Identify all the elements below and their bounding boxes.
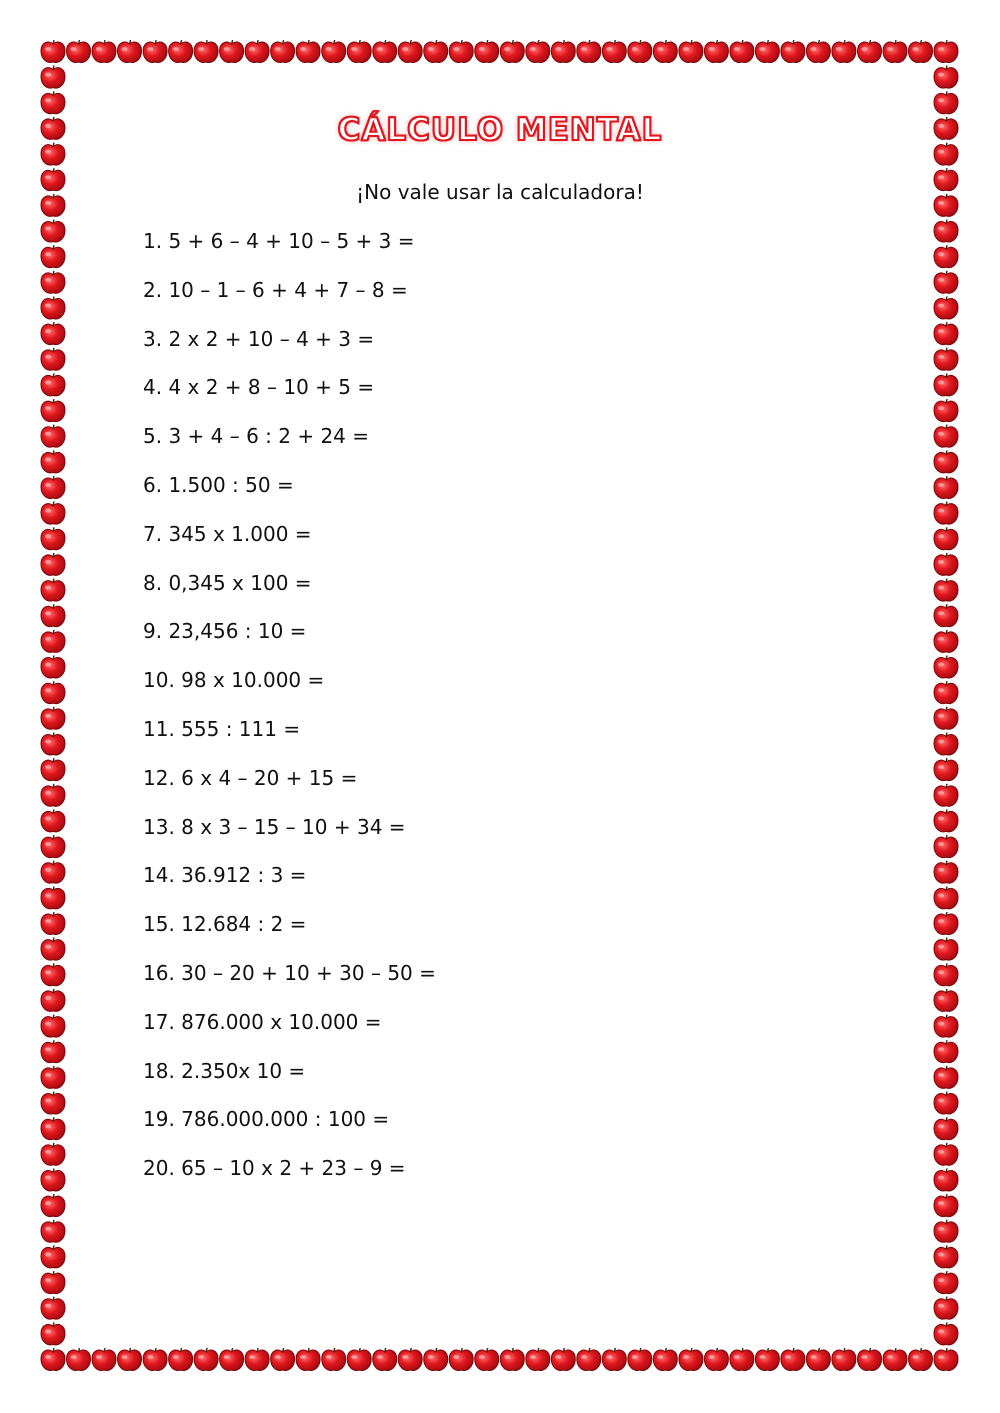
exercise-item: 13. 8 x 3 – 15 – 10 + 34 = xyxy=(143,814,406,839)
apple-icon xyxy=(934,476,958,498)
apple-icon xyxy=(169,40,193,62)
apple-icon xyxy=(41,681,65,703)
apple-icon xyxy=(41,1066,65,1088)
apple-icon xyxy=(118,1348,142,1370)
apple-icon xyxy=(755,1348,779,1370)
apple-icon xyxy=(67,1348,91,1370)
apple-icon xyxy=(934,707,958,729)
exercise-item: 20. 65 – 10 x 2 + 23 – 9 = xyxy=(143,1156,406,1181)
apple-icon xyxy=(169,1348,193,1370)
apple-icon xyxy=(41,1194,65,1216)
apple-icon xyxy=(602,1348,626,1370)
exercise-item: 2. 10 – 1 – 6 + 4 + 7 – 8 = xyxy=(143,277,408,302)
apple-icon xyxy=(347,40,371,62)
apple-icon xyxy=(41,322,65,344)
page-subtitle: ¡No vale usar la calculadora! xyxy=(356,180,644,204)
exercise-list xyxy=(143,226,436,1202)
apple-icon xyxy=(858,40,882,62)
apple-icon xyxy=(934,681,958,703)
apple-icon xyxy=(41,553,65,575)
exercise-item: 8. 0,345 x 100 = xyxy=(143,570,312,595)
exercise-item: 19. 786.000.000 : 100 = xyxy=(143,1107,390,1132)
apple-icon xyxy=(41,40,65,62)
apple-icon xyxy=(220,40,244,62)
apple-icon xyxy=(424,40,448,62)
exercise-item: 1. 5 + 6 – 4 + 10 – 5 + 3 = xyxy=(143,229,415,253)
apple-icon xyxy=(781,40,805,62)
apple-icon xyxy=(245,40,269,62)
apple-icon xyxy=(934,938,958,960)
apple-icon xyxy=(67,40,91,62)
exercise-item: 16. 30 – 20 + 10 + 30 – 50 = xyxy=(143,960,436,985)
apple-icon xyxy=(347,1348,371,1370)
apple-icon xyxy=(934,527,958,549)
apple-icon xyxy=(41,733,65,755)
apple-icon xyxy=(322,40,346,62)
apple-icon xyxy=(296,40,320,62)
apple-icon xyxy=(41,989,65,1011)
apple-icon xyxy=(679,40,703,62)
apple-icon xyxy=(934,322,958,344)
apple-icon xyxy=(41,886,65,908)
apple-icon xyxy=(551,1348,575,1370)
apple-icon xyxy=(934,758,958,780)
exercise-item: 7. 345 x 1.000 = xyxy=(143,521,312,546)
apple-icon xyxy=(143,1348,167,1370)
apple-icon xyxy=(373,1348,397,1370)
apple-icon xyxy=(934,809,958,831)
apple-icon xyxy=(41,425,65,447)
apple-icon xyxy=(41,245,65,267)
apple-icon xyxy=(41,1220,65,1242)
apple-icon xyxy=(41,1245,65,1267)
apple-icon xyxy=(934,656,958,678)
apple-icon xyxy=(526,1348,550,1370)
apple-icon xyxy=(934,579,958,601)
apple-icon xyxy=(500,40,524,62)
exercise-item: 15. 12.684 : 2 = xyxy=(143,912,307,937)
apple-icon xyxy=(577,1348,601,1370)
apple-icon xyxy=(934,1092,958,1114)
apple-icon xyxy=(41,630,65,652)
apple-icon xyxy=(220,1348,244,1370)
apple-icon xyxy=(934,399,958,421)
apple-icon xyxy=(41,604,65,626)
apple-icon xyxy=(934,963,958,985)
apple-icon xyxy=(934,1322,958,1344)
apple-icon xyxy=(449,1348,473,1370)
apple-icon xyxy=(500,1348,524,1370)
apple-icon xyxy=(41,66,65,88)
apple-icon xyxy=(934,1117,958,1139)
apple-icon xyxy=(41,1271,65,1293)
apple-icon xyxy=(909,40,933,62)
apple-icon xyxy=(934,502,958,524)
exercise-item: 18. 2.350x 10 = xyxy=(143,1058,306,1083)
apple-icon xyxy=(41,809,65,831)
apple-icon xyxy=(909,1348,933,1370)
apple-icon xyxy=(41,502,65,524)
apple-icon xyxy=(424,1348,448,1370)
apple-icon xyxy=(41,912,65,934)
apple-icon xyxy=(730,40,754,62)
apple-icon xyxy=(806,1348,830,1370)
exercise-item: 5. 3 + 4 – 6 : 2 + 24 = xyxy=(143,424,370,449)
apple-icon xyxy=(934,1194,958,1216)
apple-icon xyxy=(41,784,65,806)
exercise-item: 14. 36.912 : 3 = xyxy=(143,863,307,888)
exercise-item: 10. 98 x 10.000 = xyxy=(143,668,325,693)
apple-icon xyxy=(755,40,779,62)
apple-icon xyxy=(858,1348,882,1370)
apple-icon xyxy=(934,40,958,62)
apple-icon xyxy=(398,1348,422,1370)
apple-icon xyxy=(526,40,550,62)
apple-icon xyxy=(704,40,728,62)
apple-icon xyxy=(41,1092,65,1114)
apple-icon xyxy=(934,784,958,806)
apple-icon xyxy=(577,40,601,62)
apple-icon xyxy=(934,1143,958,1165)
apple-icon xyxy=(41,656,65,678)
apple-icon xyxy=(41,861,65,883)
apple-icon xyxy=(806,40,830,62)
apple-icon xyxy=(934,348,958,370)
apple-icon xyxy=(934,989,958,1011)
apple-icon xyxy=(92,1348,116,1370)
apple-icon xyxy=(934,861,958,883)
apple-icon xyxy=(41,835,65,857)
apple-icon xyxy=(883,40,907,62)
apple-icon xyxy=(41,373,65,395)
apple-icon xyxy=(41,91,65,113)
apple-icon xyxy=(118,40,142,62)
apple-icon xyxy=(92,40,116,62)
apple-icon xyxy=(781,1348,805,1370)
exercise-item: 4. 4 x 2 + 8 – 10 + 5 = xyxy=(143,375,375,400)
apple-icon xyxy=(373,40,397,62)
apple-icon xyxy=(934,1040,958,1062)
apple-icon xyxy=(41,963,65,985)
apple-icon xyxy=(41,1169,65,1191)
apple-icon xyxy=(934,1245,958,1267)
apple-icon xyxy=(41,450,65,472)
exercise-item: 6. 1.500 : 50 = xyxy=(143,472,294,497)
apple-icon xyxy=(41,271,65,293)
apple-icon xyxy=(475,1348,499,1370)
page-title: CÁLCULO MENTAL xyxy=(337,112,663,148)
apple-icon xyxy=(475,40,499,62)
apple-icon xyxy=(41,1040,65,1062)
apple-icon xyxy=(934,220,958,242)
apple-icon xyxy=(934,553,958,575)
apple-icon xyxy=(934,886,958,908)
apple-icon xyxy=(194,40,218,62)
apple-icon xyxy=(271,40,295,62)
apple-icon xyxy=(934,1220,958,1242)
apple-icon xyxy=(934,1169,958,1191)
apple-icon xyxy=(628,40,652,62)
apple-icon xyxy=(934,604,958,626)
apple-icon xyxy=(41,1143,65,1165)
apple-icon xyxy=(41,1322,65,1344)
apple-icon xyxy=(322,1348,346,1370)
apple-icon xyxy=(704,1348,728,1370)
exercise-item: 12. 6 x 4 – 20 + 15 = xyxy=(143,765,358,790)
apple-icon xyxy=(653,40,677,62)
apple-icon xyxy=(41,1297,65,1319)
apple-icon xyxy=(245,1348,269,1370)
apple-icon xyxy=(41,1015,65,1037)
apple-icon xyxy=(934,1348,958,1370)
apple-icon xyxy=(41,707,65,729)
apple-icon xyxy=(628,1348,652,1370)
exercise-item: 9. 23,456 : 10 = xyxy=(143,619,307,644)
apple-icon xyxy=(934,1271,958,1293)
apple-icon xyxy=(934,733,958,755)
apple-icon xyxy=(41,348,65,370)
apple-icon xyxy=(449,40,473,62)
apple-icon xyxy=(41,579,65,601)
apple-icon xyxy=(551,40,575,62)
apple-icon xyxy=(934,66,958,88)
apple-icon xyxy=(271,1348,295,1370)
apple-icon xyxy=(934,271,958,293)
apple-icon xyxy=(934,91,958,113)
apple-icon xyxy=(934,297,958,319)
apple-icon xyxy=(934,373,958,395)
exercise-item: 17. 876.000 x 10.000 = xyxy=(143,1009,382,1034)
apple-icon xyxy=(934,630,958,652)
apple-icon xyxy=(41,1348,65,1370)
apple-icon xyxy=(41,527,65,549)
apple-icon xyxy=(41,476,65,498)
apple-icon xyxy=(41,1117,65,1139)
apple-icon xyxy=(934,245,958,267)
apple-icon xyxy=(934,425,958,447)
apple-icon xyxy=(730,1348,754,1370)
apple-icon xyxy=(41,297,65,319)
apple-icon xyxy=(934,835,958,857)
exercise-item: 3. 2 x 2 + 10 – 4 + 3 = xyxy=(143,326,375,351)
apple-icon xyxy=(883,1348,907,1370)
apple-icon xyxy=(143,40,167,62)
apple-icon xyxy=(934,912,958,934)
apple-icon xyxy=(41,758,65,780)
apple-icon xyxy=(934,450,958,472)
apple-icon xyxy=(194,1348,218,1370)
apple-icon xyxy=(602,40,626,62)
apple-icon xyxy=(296,1348,320,1370)
apple-icon xyxy=(41,399,65,421)
apple-icon xyxy=(832,1348,856,1370)
apple-icon xyxy=(398,40,422,62)
apple-icon xyxy=(653,1348,677,1370)
apple-icon xyxy=(934,1015,958,1037)
exercise-item: 11. 555 : 111 = xyxy=(143,716,301,741)
apple-icon xyxy=(679,1348,703,1370)
apple-icon xyxy=(832,40,856,62)
apple-icon xyxy=(41,938,65,960)
apple-icon xyxy=(934,1297,958,1319)
apple-icon xyxy=(41,220,65,242)
apple-icon xyxy=(934,1066,958,1088)
